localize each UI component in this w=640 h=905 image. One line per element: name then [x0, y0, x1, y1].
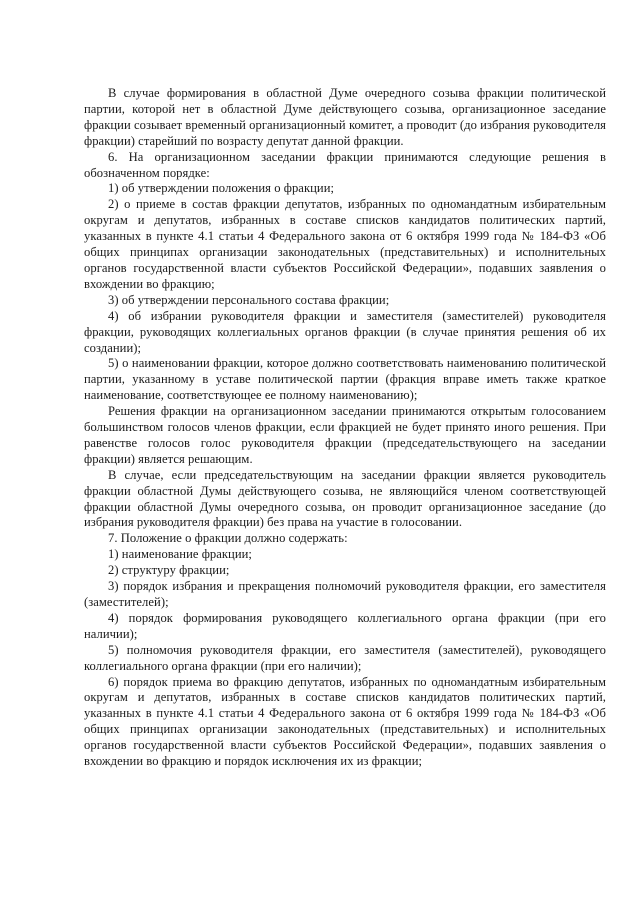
list-item: 2) о приеме в состав фракции депутатов, избранных по одномандатным избирательным округам и депутатов, избранных в составе списков кандидатов политических партий, указанных в пункте 4.1 статьи 4 Федерального закона от 6 октября 1999 года № 184-ФЗ «Об общих принципах организации законодательных (представительных) и исполнительных органов государственной власти субъектов Российской Федерации», подавших заявления о вхождении во фракцию;: [84, 197, 606, 291]
list-item: 4) порядок формирования руководящего коллегиального органа фракции (при его наличии);: [84, 610, 606, 641]
list-item: 5) о наименовании фракции, которое должно соответствовать наименованию политической партии, указанному в уставе политической партии (фракция вправе иметь также краткое наименование, соответствующее ее полному наименованию);: [84, 356, 606, 403]
list-item: 2) структуру фракции;: [108, 563, 230, 578]
list-item: 3) порядок избрания и прекращения полномочий руководителя фракции, его заместителя (заместителей);: [84, 579, 606, 609]
list-item: 6) порядок приема во фракцию депутатов, избранных по одномандатным избирательным округам и депутатов, избранных в составе списков кандидатов политических партий, указанных в пункте 4.1 статьи 4 Федерального закона от 6 октября 1999 года № 184-ФЗ «Об общих принципах организации законодательных (представительных) и исполнительных органов государственной власти субъектов Российской Федерации», подавших заявления о вхождении во фракцию и порядок исключения их из фракции;: [84, 674, 606, 769]
paragraph: Решения фракции на организационном заседании принимаются открытым голосованием большинством голосов членов фракции, если фракцией не будет принято иного решения. При равенстве голосов голос руководителя фракции (председательствующего на заседании фракции) является решающим.: [84, 404, 606, 466]
list-item: 1) об утверждении положения о фракции;: [108, 181, 335, 196]
paragraph: В случае, если председательствующим на заседании фракции является руководитель фракции областной Думы действующего созыва, не являющийся членом соответствующей фракции областной Думы очередного созыва, он проводит организационное заседание (до избрания руководителя фракции) без права на участие в голосовании.: [84, 467, 606, 530]
list-item: 5) полномочия руководителя фракции, его заместителя (заместителей), руководящего коллегиального органа фракции (при его наличии);: [84, 642, 606, 673]
list-item: 4) об избрании руководителя фракции и заместителя (заместителей) руководителя фракции, руководящих коллегиальных органов фракции (в случае принятия решения об их создании);: [84, 308, 606, 355]
list-item: 1) наименование фракции;: [108, 547, 252, 562]
paragraph: В случае формирования в областной Думе очередного созыва фракции политической партии, которой нет в областной Думе действующего созыва, организационное заседание фракции созывает временный организационный комитет, а проводит (до избрания руководителя фракции) старейший по возрасту депутат данной фракции.: [84, 86, 606, 148]
paragraph: 6. На организационном заседании фракции принимаются следующие решения в обозначенном порядке:: [84, 149, 606, 180]
list-item: 3) об утверждении персонального состава фракции;: [108, 292, 390, 307]
paragraph: 7. Положение о фракции должно содержать:: [108, 531, 348, 546]
